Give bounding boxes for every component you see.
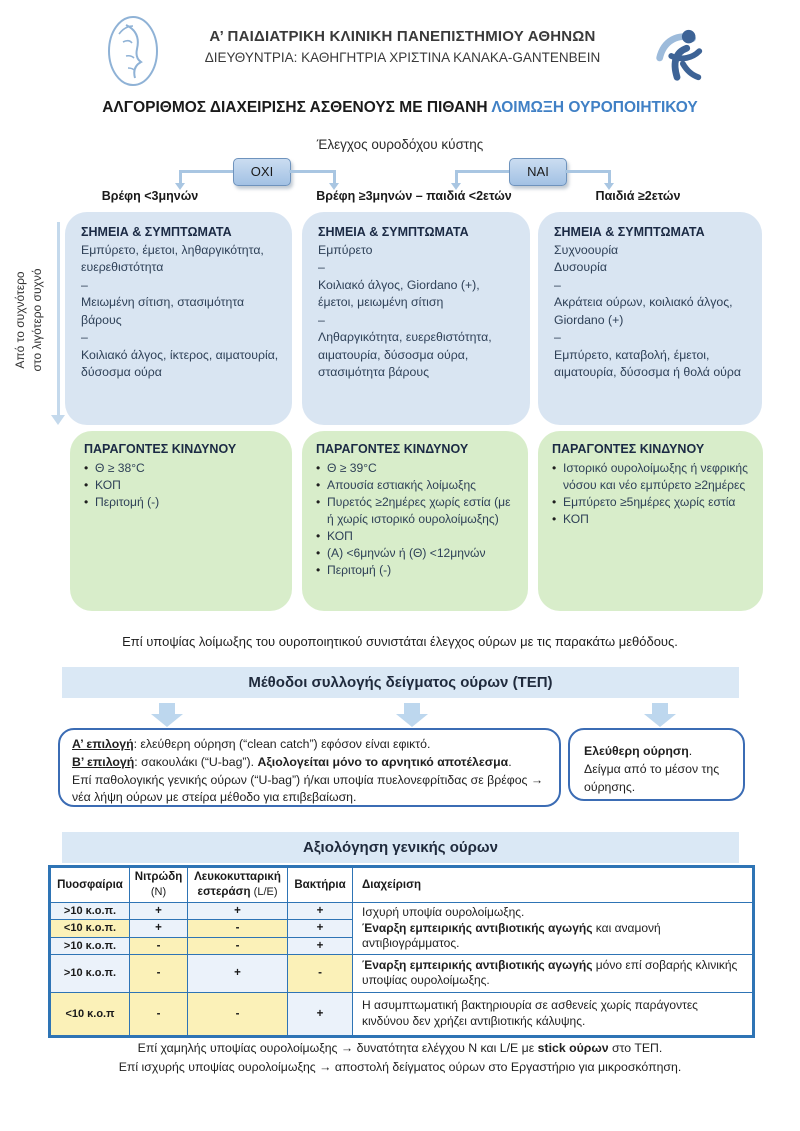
symptom-line: – xyxy=(318,312,325,327)
urine-test-intro: Επί υποψίας λοίμωξης του ουροποιητικού συνιστάται έλεγχος ούρων με τις παρακάτω μεθόδους. xyxy=(122,634,678,649)
esterase-cell: - xyxy=(188,937,288,954)
risk-factors-box-3 xyxy=(538,431,763,611)
symptoms-title: ΣΗΜΕΙΑ & ΣΥΜΠΤΩΜΑΤΑ xyxy=(554,225,705,239)
risk-factors-title: ΠΑΡΑΓΟΝΤΕΣ ΚΙΝΔΥΝΟΥ xyxy=(552,442,705,456)
header-pyocytes: Πυοσφαίρια xyxy=(50,867,130,903)
clinic-title: Α’ ΠΑΙΔΙΑΤΡΙΚΗ ΚΛΙΝΙΚΗ ΠΑΝΕΠΙΣΤΗΜΙΟΥ ΑΘΗΝΩΝ xyxy=(209,28,596,45)
symptom-line: – xyxy=(318,260,325,275)
header-leukocyte-esterase: Λευκοκυτταρική εστεράση (L/E) xyxy=(188,867,288,903)
footer-note-1: Επί χαμηλής υποψίας ουρολοίμωξης → δυνατότητα ελέγχου N και L/E με stick ούρων στο ΤΕΠ. xyxy=(137,1041,663,1055)
pyocytes-cell: <10 κ.ο.π xyxy=(50,992,130,1036)
page-title-blue: ΛΟΙΜΩΞΗ ΟΥΡΟΠΟΙΗΤΙΚΟΥ xyxy=(491,99,698,116)
risk-factor-line: • Περιτομή (-) xyxy=(316,562,518,579)
pyocytes-cell: >10 κ.ο.π. xyxy=(50,903,130,920)
university-logo-icon xyxy=(106,14,160,88)
free-void-bold: Ελεύθερη ούρηση xyxy=(584,744,689,758)
age-group-label-3: Παιδιά ≥2ετών xyxy=(595,189,681,203)
page-title-black: ΑΛΓΟΡΙΘΜΟΣ ΔΙΑΧΕΙΡΙΣΗΣ ΑΣΘΕΝΟΥΣ ΜΕ ΠΙΘΑΝΗ xyxy=(102,99,488,116)
nitrites-cell: - xyxy=(130,992,188,1036)
methods-banner: Μέθοδοι συλλογής δείγματος ούρων (ΤΕΠ) xyxy=(62,667,739,698)
footer-note-2: Επί ισχυρής υποψίας ουρολοίμωξης → αποστολή δείγματος ούρων στο Εργαστήριο για μικροσκόπηση. xyxy=(118,1060,682,1074)
clinic-director: ΔΙΕΥΘΥΝΤΡΙΑ: ΚΑΘΗΓΗΤΡΙΑ ΧΡΙΣΤΙΝΑ ΚΑΝΑΚΑ-GANTENBEIN xyxy=(204,50,601,65)
bacteria-cell: + xyxy=(288,903,353,920)
risk-factor-line: • ΚΟΠ xyxy=(316,528,518,545)
arrow-right-icon: → xyxy=(319,1060,332,1074)
header-nitrites: Νιτρώδη (N) xyxy=(130,867,188,903)
bacteria-cell: + xyxy=(288,992,353,1036)
symptom-line: Ακράτεια ούρων, κοιλιακό άλγος, Giordano (+) xyxy=(554,295,733,327)
symptom-line: Μειωμένη σίτιση, στασιμότητα βάρους xyxy=(81,295,245,327)
risk-factor-line: • Θ ≥ 39°C xyxy=(316,460,518,477)
symptoms-list xyxy=(554,242,750,382)
option-b-line xyxy=(72,754,547,772)
risk-factor-line: • ΚΟΠ xyxy=(552,511,753,528)
frequency-note xyxy=(12,216,48,424)
down-arrow-icon xyxy=(644,703,676,727)
header xyxy=(165,28,640,65)
nitrites-cell: - xyxy=(130,954,188,992)
arrow-right-icon: → xyxy=(340,1041,354,1055)
management-cell-row4: Έναρξη εμπειρικής αντιβιοτικής αγωγής μόνο επί σοβαρής κλινικής υποψίας ουρολοίμωξης. xyxy=(353,954,754,992)
risk-factor-line: • Περιτομή (-) xyxy=(84,494,282,511)
decision-no-box: ΟΧΙ xyxy=(233,158,291,186)
age-group-label-1: Βρέφη <3μηνών xyxy=(101,189,199,203)
esterase-cell: - xyxy=(188,992,288,1036)
risk-factor-line: • Εμπύρετο ≥5ημέρες χωρίς εστία xyxy=(552,494,753,511)
symptom-line: – xyxy=(554,277,561,292)
connector-line xyxy=(179,170,182,184)
symptoms-list xyxy=(318,242,518,382)
risk-factor-line: • ΚΟΠ xyxy=(84,477,282,494)
management-cell-group1 xyxy=(353,903,754,955)
urinalysis-banner: Αξιολόγηση γενικής ούρων xyxy=(62,832,739,863)
symptoms-box-1 xyxy=(65,212,292,425)
management-line: Ισχυρή υποψία ουρολοίμωξης. xyxy=(362,905,525,919)
nitrites-cell: + xyxy=(130,903,188,920)
symptom-line: Συχνοουρία xyxy=(554,243,619,257)
collection-options-box xyxy=(58,728,561,807)
risk-factors-title: ΠΑΡΑΓΟΝΤΕΣ ΚΙΝΔΥΝΟΥ xyxy=(316,442,469,456)
table-header-row xyxy=(50,867,754,903)
decision-yes-box: ΝΑΙ xyxy=(509,158,567,186)
connector-line xyxy=(333,170,336,184)
pathological-note: Επί παθολογικής γενικής ούρων (“U-bag”) ή/και υποψία πυελονεφρίτιδας σε βρέφος → νέα λήψη ούρων με στείρα μέθοδο για επιβεβαίωση. xyxy=(72,772,544,805)
symptom-line: – xyxy=(81,330,88,345)
risk-factor-line: • Ιστορικό ουρολοίμωξης ή νεφρικής νόσου και νέο εμπύρετο ≥2ημέρες xyxy=(552,460,753,494)
connector-line xyxy=(289,170,336,173)
bacteria-cell: + xyxy=(288,937,353,954)
management-cell-row5: Η ασυμπτωματική βακτηριουρία σε ασθενείς χωρίς παράγοντες κινδύνου δεν χρήζει αντιβιοτικής κάλυψης. xyxy=(353,992,754,1036)
frequency-note-line2: στο λιγότερο συχνό xyxy=(29,268,44,372)
option-b-end: . xyxy=(508,754,512,769)
free-void-text: . Δείγμα από το μέσον της ούρησης. xyxy=(584,744,720,794)
frequency-arrow xyxy=(57,222,60,416)
pediatric-clinic-logo-icon xyxy=(650,24,708,86)
risk-factors-box-1 xyxy=(70,431,292,611)
pyocytes-cell: >10 κ.ο.π. xyxy=(50,937,130,954)
symptom-line: Ληθαργικότητα, ευερεθιστότητα, αιματουρία, δύσοσμα ούρα, στασιμότητα βάρους xyxy=(318,330,492,380)
risk-factors-title: ΠΑΡΑΓΟΝΤΕΣ ΚΙΝΔΥΝΟΥ xyxy=(84,442,237,456)
symptom-line: Εμπύρετο, καταβολή, έμετοι, αιματουρία, δύσοσμα ή θολά ούρα xyxy=(554,347,742,380)
table-row xyxy=(50,992,754,1036)
symptom-line: – xyxy=(81,277,88,292)
symptoms-box-3 xyxy=(538,212,762,425)
frequency-note-line1: Από το συχνότερο xyxy=(13,271,27,369)
risk-factor-line: • Πυρετός ≥2ημέρες χωρίς εστία (με ή χωρίς ιστορικό ουρολοίμωξης) xyxy=(316,494,518,528)
connector-line xyxy=(179,170,233,173)
symptoms-list xyxy=(81,242,280,382)
symptoms-box-2 xyxy=(302,212,530,425)
risk-factor-line: • Θ ≥ 38°C xyxy=(84,460,282,477)
symptom-line: Κοιλιακό άλγος, Giordano (+), έμετοι, μειωμένη σίτιση xyxy=(318,277,480,310)
esterase-cell: - xyxy=(188,920,288,937)
connector-line xyxy=(608,170,611,184)
pyocytes-cell: <10 κ.ο.π. xyxy=(50,920,130,937)
urinalysis-table xyxy=(48,865,755,1038)
connector-line xyxy=(455,170,509,173)
connector-line xyxy=(455,170,458,184)
risk-factors-list xyxy=(552,460,753,528)
symptom-line: Δυσουρία xyxy=(554,260,607,275)
bacteria-cell: - xyxy=(288,954,353,992)
down-arrow-icon xyxy=(151,703,183,727)
down-arrow-icon xyxy=(396,703,428,727)
table-row xyxy=(50,903,754,920)
option-a-line xyxy=(72,736,547,754)
bacteria-cell: + xyxy=(288,920,353,937)
risk-factors-box-2 xyxy=(302,431,528,611)
page-title xyxy=(0,99,800,117)
decision-question: Έλεγχος ουροδόχου κύστης xyxy=(316,137,484,152)
option-a-label: Α’ επιλογή xyxy=(72,737,134,751)
symptom-line: Κοιλιακό άλγος, ίκτερος, αιματουρία, δύσοσμα ούρα xyxy=(81,347,279,380)
risk-factor-line: • (Α) <6μηνών ή (Θ) <12μηνών xyxy=(316,545,518,562)
symptoms-title: ΣΗΜΕΙΑ & ΣΥΜΠΤΩΜΑΤΑ xyxy=(81,225,232,239)
frequency-arrow-head-icon xyxy=(51,415,65,425)
management-line: Έναρξη εμπειρικής αντιβιοτικής αγωγής και αναμονή αντιβιογράμματος. xyxy=(362,920,661,951)
option-b-label: Β’ επιλογή xyxy=(72,754,135,769)
symptom-line: Εμπύρετο xyxy=(318,243,373,257)
nitrites-cell: + xyxy=(130,920,188,937)
header-bacteria: Βακτήρια xyxy=(288,867,353,903)
risk-factors-list xyxy=(84,460,282,511)
esterase-cell: + xyxy=(188,954,288,992)
option-a-text: : ελεύθερη ούρηση (“clean catch”) εφόσον είναι εφικτό. xyxy=(133,737,431,751)
option-b-text: : σακουλάκι (“U-bag”). xyxy=(134,754,258,769)
risk-factors-list xyxy=(316,460,518,578)
risk-factor-line: • Απουσία εστιακής λοίμωξης xyxy=(316,477,518,494)
nitrites-cell: - xyxy=(130,937,188,954)
esterase-cell: + xyxy=(188,903,288,920)
connector-line xyxy=(565,170,611,173)
option-b-bold: Αξιολογείται μόνο το αρνητικό αποτέλεσμα xyxy=(257,754,509,769)
symptoms-title: ΣΗΜΕΙΑ & ΣΥΜΠΤΩΜΑΤΑ xyxy=(318,225,469,239)
header-management: Διαχείριση xyxy=(353,867,754,903)
symptom-line: – xyxy=(554,330,561,345)
table-row xyxy=(50,954,754,992)
age-group-label-2: Βρέφη ≥3μηνών – παιδιά <2ετών xyxy=(316,189,512,203)
pyocytes-cell: >10 κ.ο.π. xyxy=(50,954,130,992)
free-void-box xyxy=(568,728,745,801)
symptom-line: Εμπύρετο, έμετοι, ληθαργικότητα, ευερεθιστότητα xyxy=(81,243,264,275)
